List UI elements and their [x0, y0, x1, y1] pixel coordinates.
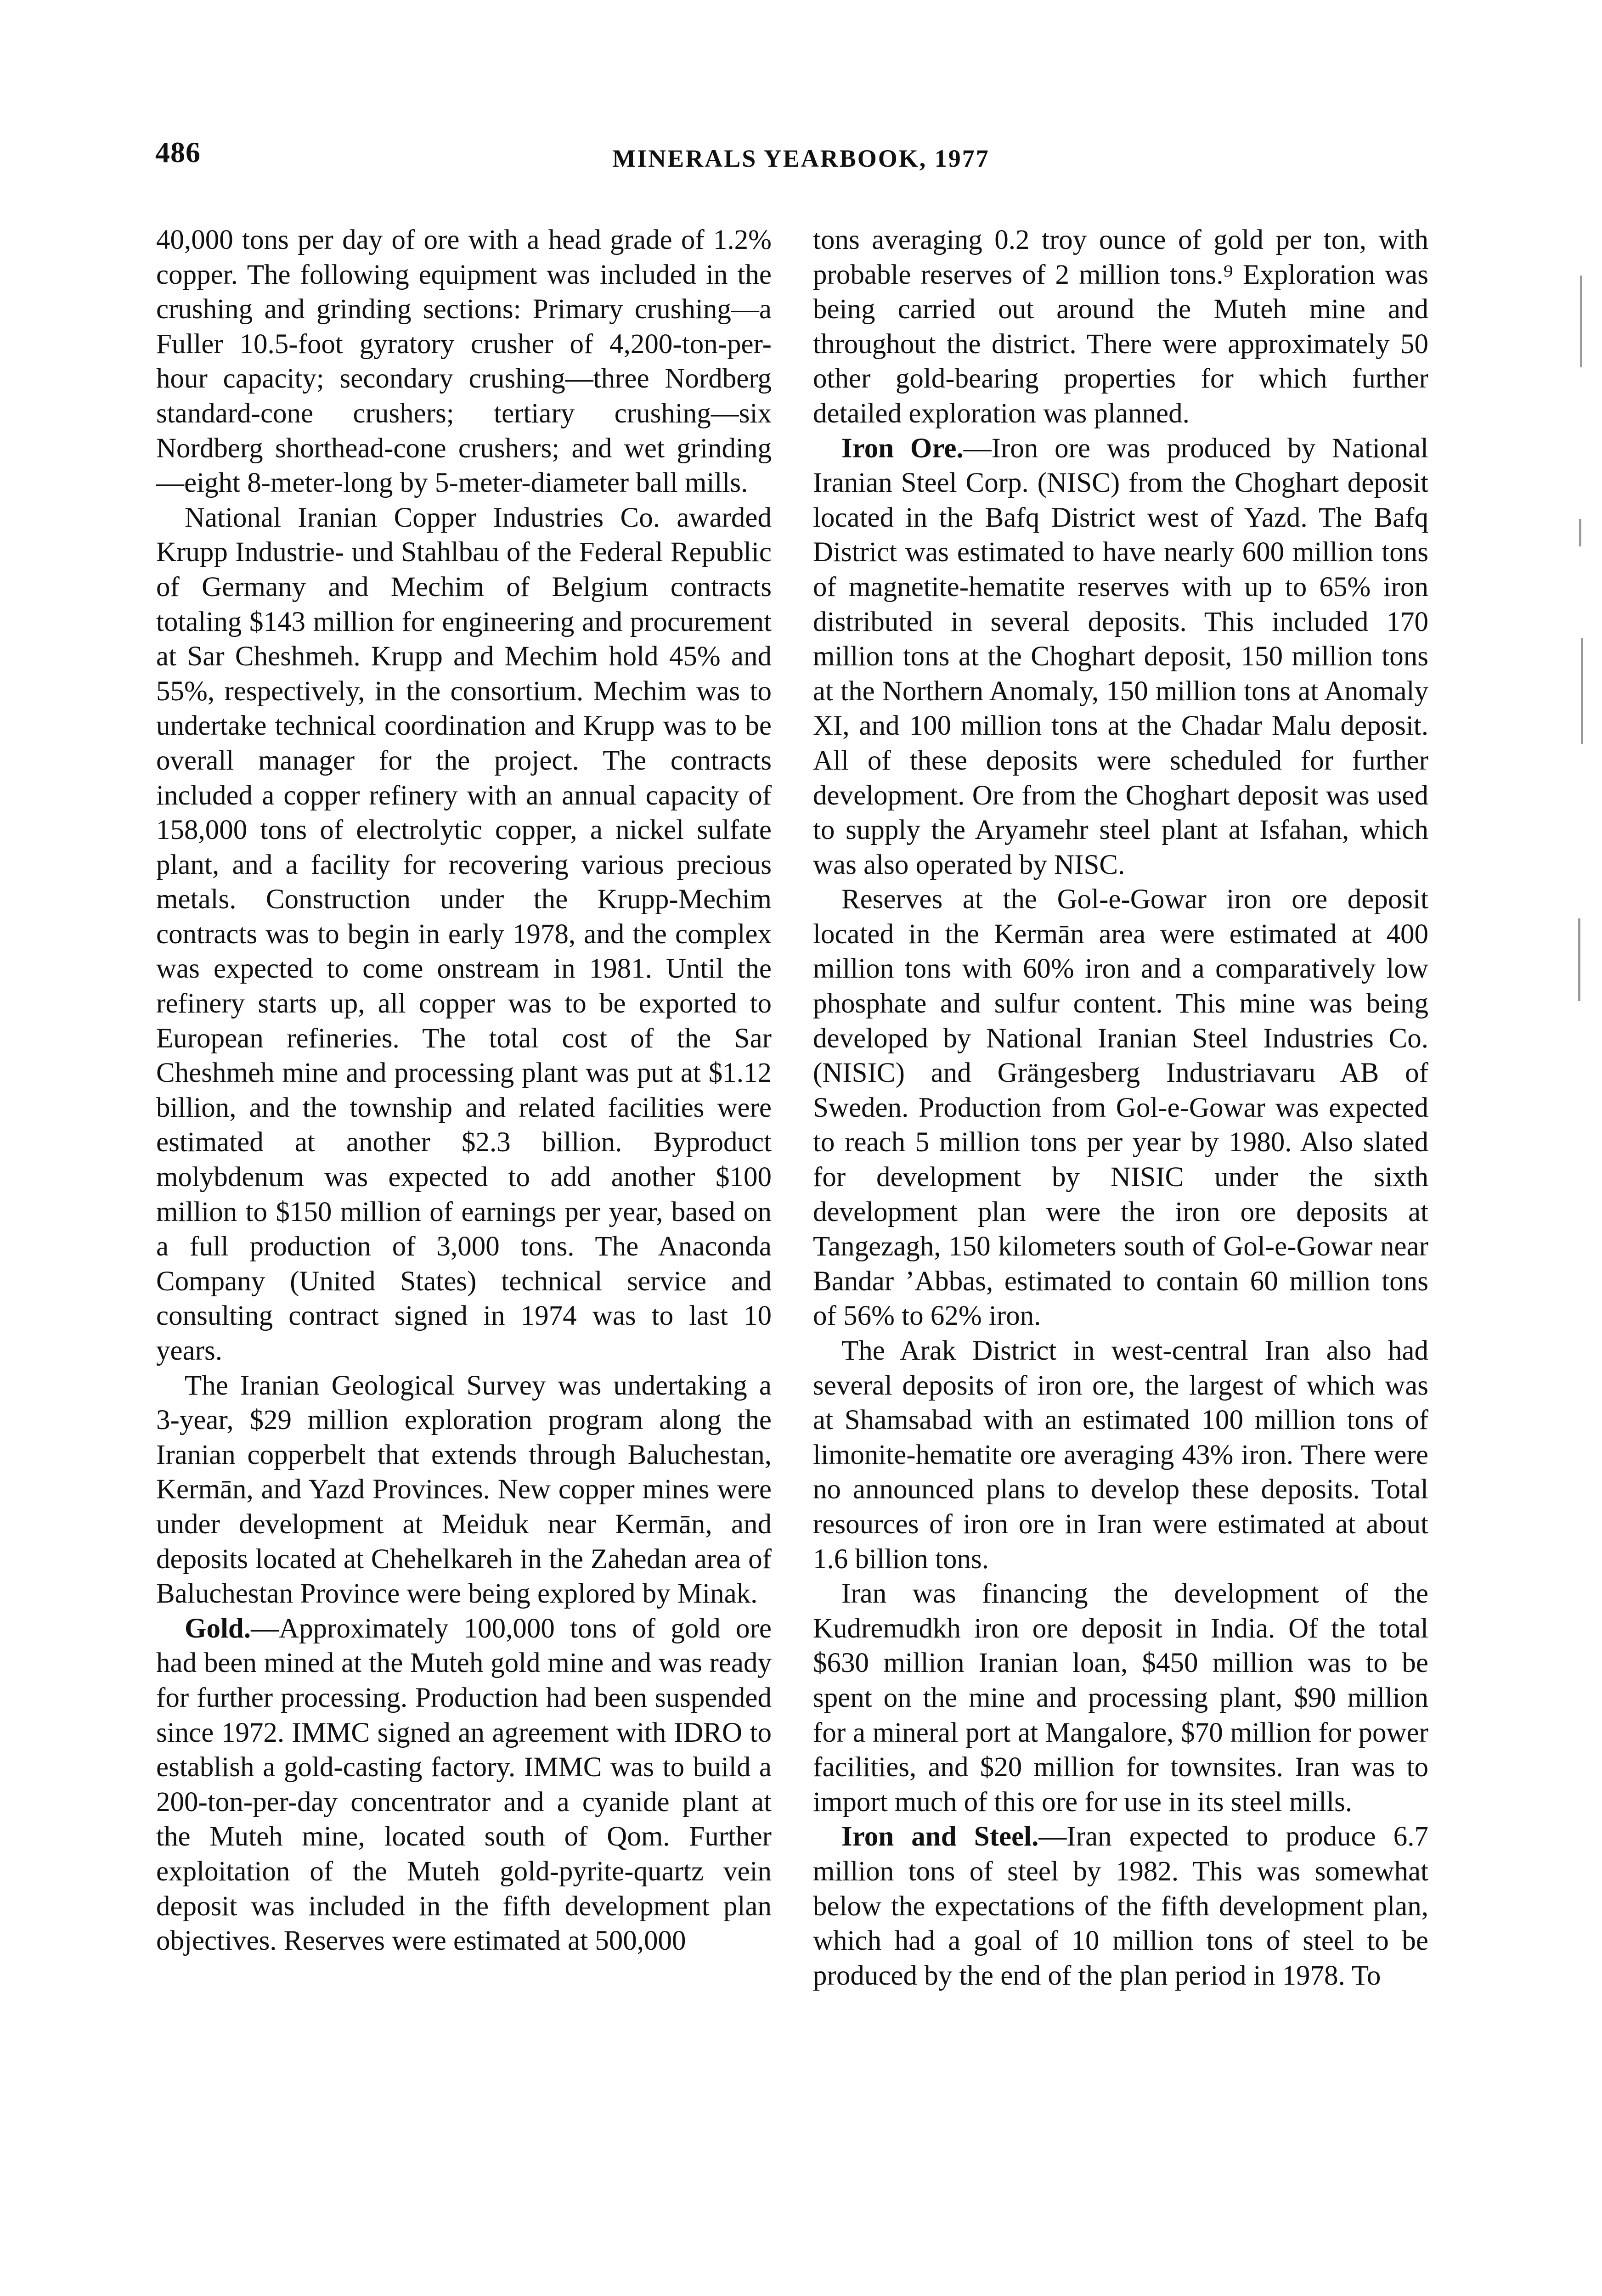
paragraph-text: —Iran expected to produce 6.7 million tons of steel by 1982. This was somewhat below the expectations of the fifth development plan, which had a goal of 10 million tons of steel to be produced by the end of the plan period in 1978. To	[813, 1821, 1429, 1991]
left-column	[156, 223, 772, 1958]
scan-margin-mark	[1579, 519, 1581, 546]
paragraph-text: —Iron ore was produced by National Iranian Steel Corp. (NISC) from the Choghart deposit located in the Bafq District west of Yazd. The Bafq District was estimated to have nearly 600 million tons of magnetite-hematite reserves with up to 65% iron distributed in several deposits. This included 170 million tons at the Choghart deposit, 150 million tons at the Northern Anomaly, 150 million tons at Anomaly XI, and 100 million tons at the Chadar Malu deposit. All of these deposits were scheduled for further development. Ore from the Choghart deposit was used to supply the Aryamehr steel plant at Isfahan, which was also operated by NISC.	[813, 433, 1428, 880]
paragraph: tons averaging 0.2 troy ounce of gold per ton, with probable reserves of 2 million tons.⁹ Exploration was being carried out around the Muteh mine and throughout the district. There were approximately 50 other gold-bearing properties for which further detailed exploration was planned.	[813, 225, 1428, 429]
scan-margin-mark	[1580, 276, 1582, 367]
paragraph: 40,000 tons per day of ore with a head grade of 1.2% copper. The following equipment was included in the crushing and grinding sections: Primary crushing—a Fuller 10.5-foot gyratory crusher of 4,200-ton-per-hour capacity; secondary crushing—three Nordberg standard-cone crushers; tertiary crushing—six Nordberg shorthead-cone crushers; and wet grinding—eight 8-meter-long by 5-meter-diameter ball mills.	[156, 225, 772, 499]
scan-margin-mark	[1581, 638, 1583, 744]
paragraph: Reserves at the Gol-e-Gowar iron ore deposit located in the Kermān area were estimated at 400 million tons with 60% iron and a comparatively low phosphate and sulfur content. This mine was being developed by National Iranian Steel Industries Co. (NISIC) and Grängesberg Industriavaru AB of Sweden. Production from Gol-e-Gowar was expected to reach 5 million tons per year by 1980. Also slated for development by NISIC under the sixth development plan were the iron ore deposits at Tangezagh, 150 kilometers south of Gol-e-Gowar near Bandar ’Abbas, estimated to contain 60 million tons of 56% to 62% iron.	[813, 884, 1428, 1332]
paragraph: The Iranian Geological Survey was undertaking a 3-year, $29 million exploration program along the Iranian copperbelt that extends through Baluchestan, Kermān, and Yazd Provinces. New copper mines were under development at Meiduk near Kermān, and deposits located at Chehelkareh in the Zahedan area of Baluchestan Province were being explored by Minak.	[156, 1370, 772, 1609]
paragraph-iron-steel	[813, 1819, 1428, 1993]
scan-margin-mark	[1578, 918, 1580, 1001]
paragraph: Iran was financing the development of the Kudremudkh iron ore deposit in India. Of the total $630 million Iranian loan, $450 million was to be spent on the mine and processing plant, $90 million for a mineral port at Mangalore, $70 million for power facilities, and $20 million for townsites. Iran was to import much of this ore for use in its steel mills.	[813, 1578, 1428, 1818]
paragraph-text: —Approximately 100,000 tons of gold ore had been mined at the Muteh gold mine and was ready for further processing. Production had been suspended since 1972. IMMC signed an agreement with IDRO to establish a gold-casting factory. IMMC was to build a 200-ton-per-day concentrator and a cyanide plant at the Muteh mine, located south of Qom. Further exploitation of the Muteh gold-pyrite-quartz vein deposit was included in the fifth development plan objectives. Reserves were estimated at 500,000	[156, 1613, 772, 1957]
section-heading-gold: Gold.	[185, 1613, 251, 1644]
running-title: MINERALS YEARBOOK, 1977	[612, 145, 990, 172]
page-number: 486	[155, 136, 201, 169]
right-column	[813, 223, 1428, 1993]
section-heading-iron-steel: Iron and Steel.	[841, 1821, 1039, 1852]
paragraph-gold	[156, 1611, 772, 1958]
paragraph: National Iranian Copper Industries Co. awarded Krupp Industrie- und Stahlbau of the Federal Republic of Germany and Mechim of Belgium contracts totaling $143 million for engineering and procurement at Sar Cheshmeh. Krupp and Mechim hold 45% and 55%, respectively, in the consortium. Mechim was to undertake technical coordination and Krupp was to be overall manager for the project. The contracts included a copper refinery with an annual capacity of 158,000 tons of electrolytic copper, a nickel sulfate plant, and a facility for recovering various precious metals. Construction under the Krupp-Mechim contracts was to begin in early 1978, and the complex was expected to come onstream in 1981. Until the refinery starts up, all copper was to be exported to European refineries. The total cost of the Sar Cheshmeh mine and processing plant was put at $1.12 billion, and the township and related facilities were estimated at another $2.3 billion. Byproduct molybdenum was expected to add another $100 million to $150 million of earnings per year, based on a full production of 3,000 tons. The Anaconda Company (United States) technical service and consulting contract signed in 1974 was to last 10 years.	[156, 502, 772, 1366]
paragraph: The Arak District in west-central Iran also had several deposits of iron ore, the largest of which was at Shamsabad with an estimated 100 million tons of limonite-hematite ore averaging 43% iron. There were no announced plans to develop these deposits. Total resources of iron ore in Iran were estimated at about 1.6 billion tons.	[813, 1335, 1428, 1575]
section-heading-iron-ore: Iron Ore.	[841, 433, 964, 464]
paragraph-iron-ore	[813, 431, 1428, 883]
